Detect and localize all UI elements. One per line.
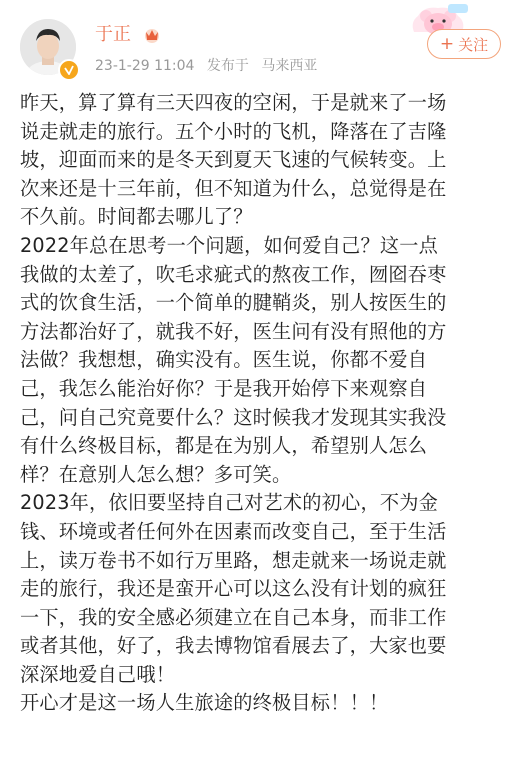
- follow-label: 关注: [458, 35, 489, 54]
- post-meta: [95, 57, 325, 75]
- post-line: 次来还是十三年前，但不知道为什么，总觉得是在: [20, 176, 447, 200]
- post-line: 说走就走的旅行。五个小时的飞机，降落在了吉隆: [20, 119, 447, 143]
- post-line: 深深地爱自己哦！: [20, 662, 176, 686]
- post-line: 己，问自己究竟要什么？这时候我才发现其实我没: [20, 405, 447, 429]
- post-line: 法做？我想想，确实没有。医生说，你都不爱自: [20, 348, 428, 372]
- post-body: [20, 89, 510, 718]
- post-location: 马来西亚: [261, 58, 318, 74]
- follow-button[interactable]: [427, 29, 501, 59]
- post-line: 样？在意别人怎么想？多可笑。: [20, 462, 292, 486]
- plus-icon: +: [439, 34, 455, 54]
- verified-badge-icon: [58, 59, 80, 81]
- post-line: 方法都治好了，就我不好，医生问有没有照他的方: [20, 319, 447, 343]
- post-line: 走的旅行，我还是蛮开心可以这么没有计划的疯狂: [20, 577, 447, 601]
- crown-icon: [143, 27, 161, 43]
- location-prefix: 发布于: [206, 58, 249, 74]
- post-header: [0, 0, 526, 90]
- post-line: 昨天，算了算有三天四夜的空闲，于是就来了一场: [20, 91, 447, 114]
- post-line: 我做的太差了，吹毛求疵式的熬夜工作，囫囵吞枣: [20, 262, 447, 286]
- post-timestamp: 23-1-29 11:04: [95, 58, 195, 74]
- post-line: 2023年，依旧要坚持自己对艺术的初心，不为金: [20, 491, 438, 515]
- post-line: 或者其他，好了，我去博物馆看展去了，大家也要: [20, 634, 447, 658]
- post-line: 式的饮食生活，一个简单的腱鞘炎，别人按医生的: [20, 291, 447, 315]
- user-name[interactable]: 于正: [95, 24, 131, 45]
- post-line: 己，我怎么能治好你？于是我开始停下来观察自: [20, 376, 428, 400]
- post-line: 有什么终极目标，都是在为别人，希望别人怎么: [20, 434, 428, 458]
- post-line: 钱、环境或者任何外在因素而改变自己，至于生活: [20, 519, 447, 543]
- post-line: 2022年总在思考一个问题，如何爱自己？这一点: [20, 233, 438, 257]
- post-line: 上，读万卷书不如行万里路，想走就来一场说走就: [20, 548, 447, 572]
- post-line: 一下，我的安全感必须建立在自己本身，而非工作: [20, 605, 447, 629]
- post-line: 不久前。时间都去哪儿了？: [20, 205, 253, 229]
- post-line: 开心才是这一场人生旅途的终极目标！！！: [20, 691, 389, 715]
- post-line: 坡，迎面而来的是冬天到夏天飞速的气候转变。上: [20, 148, 447, 172]
